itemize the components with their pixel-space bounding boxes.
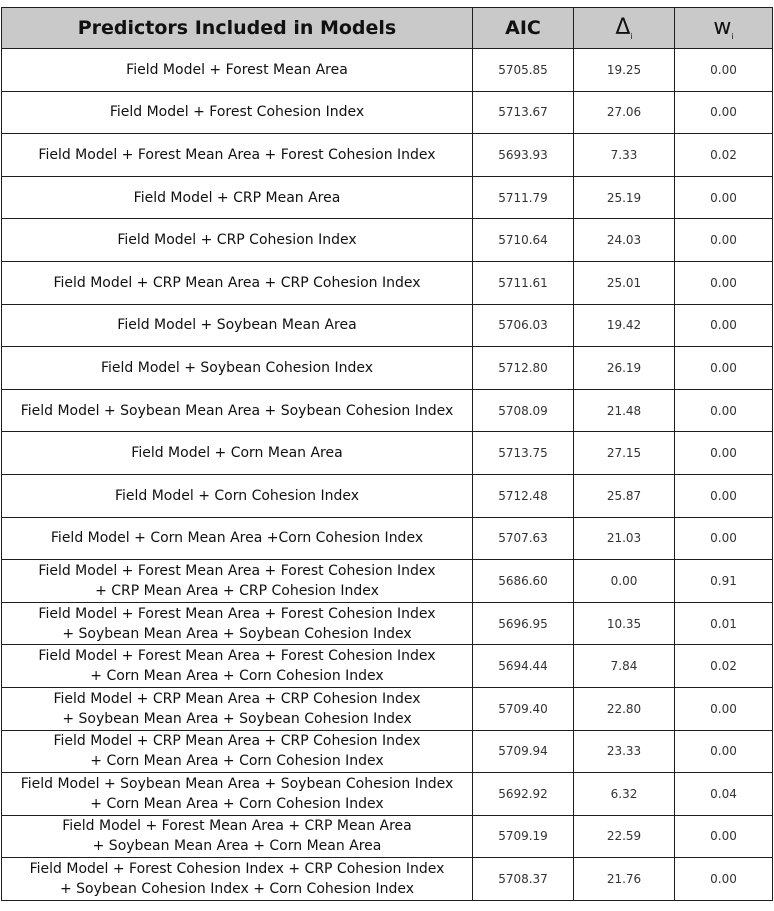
table-row [2,815,773,858]
weight-cell: 0.00 [675,347,773,390]
delta-cell: 7.33 [574,134,675,177]
predictors-line: Field Model + Forest Mean Area + Forest Cohesion Index [38,146,436,163]
table-row [2,730,773,773]
delta-subscript: i [630,32,633,41]
predictors-cell [2,219,473,262]
predictors-line: Field Model + Forest Mean Area + Forest Cohesion Index [38,562,436,579]
aic-cell: 5712.80 [473,347,574,390]
aic-cell: 5712.48 [473,474,574,517]
delta-cell: 10.35 [574,602,675,645]
predictors-line: Field Model + Soybean Mean Area + Soybean Cohesion Index [20,402,454,419]
delta-cell: 27.15 [574,432,675,475]
aic-cell: 5710.64 [473,219,574,262]
delta-cell: 26.19 [574,347,675,390]
weight-cell: 0.00 [675,176,773,219]
table-row [2,858,773,901]
table-row [2,474,773,517]
predictors-line: Field Model + Corn Cohesion Index [114,487,360,504]
predictors-line: Field Model + Soybean Mean Area + Soybean Cohesion Index [20,775,454,792]
weight-cell: 0.02 [675,645,773,688]
table-row [2,517,773,560]
delta-cell: 22.59 [574,815,675,858]
weight-cell: 0.04 [675,773,773,816]
predictors-cell [2,176,473,219]
aic-cell: 5686.60 [473,560,574,603]
aic-cell: 5696.95 [473,602,574,645]
weight-symbol: w [713,15,732,40]
predictors-cell [2,347,473,390]
aic-cell: 5706.03 [473,304,574,347]
delta-cell: 23.33 [574,730,675,773]
weight-cell: 0.91 [675,560,773,603]
aic-cell: 5709.19 [473,815,574,858]
predictors-cell [2,560,473,603]
aic-cell: 5708.09 [473,389,574,432]
aic-cell: 5709.94 [473,730,574,773]
predictors-cell [2,389,473,432]
weight-cell: 0.00 [675,858,773,901]
predictors-line: Field Model + CRP Mean Area + CRP Cohesion Index [53,690,421,707]
header-row [2,8,773,49]
weight-cell: 0.00 [675,687,773,730]
header-delta [574,8,675,49]
weight-cell: 0.00 [675,91,773,134]
table-row [2,219,773,262]
predictors-cell [2,49,473,92]
table-row [2,645,773,688]
weight-cell: 0.00 [675,730,773,773]
delta-cell: 19.25 [574,49,675,92]
aic-cell: 5713.75 [473,432,574,475]
table-row [2,602,773,645]
weight-cell: 0.00 [675,304,773,347]
delta-cell: 22.80 [574,687,675,730]
table-row [2,389,773,432]
table-row [2,134,773,177]
delta-cell: 21.76 [574,858,675,901]
predictors-line: Field Model + Forest Mean Area + Forest Cohesion Index [38,648,436,665]
predictors-cell [2,773,473,816]
predictors-cell [2,687,473,730]
predictors-cell [2,517,473,560]
predictors-line: + CRP Mean Area + CRP Cohesion Index [95,582,379,599]
predictors-line: Field Model + Forest Mean Area + Forest Cohesion Index [38,605,436,622]
predictors-line: Field Model + Soybean Mean Area [117,317,357,334]
predictors-line: + Corn Mean Area + Corn Cohesion Index [90,795,384,812]
predictors-cell [2,91,473,134]
weight-cell: 0.00 [675,261,773,304]
table-row [2,261,773,304]
table-body [2,49,773,901]
predictors-line: + Soybean Mean Area + Soybean Cohesion Index [62,625,412,642]
aic-cell: 5709.40 [473,687,574,730]
delta-cell: 7.84 [574,645,675,688]
delta-cell: 25.01 [574,261,675,304]
delta-cell: 19.42 [574,304,675,347]
predictors-cell [2,304,473,347]
delta-cell: 25.19 [574,176,675,219]
table-row [2,347,773,390]
predictors-line: Field Model + Corn Mean Area [131,445,343,462]
delta-cell: 6.32 [574,773,675,816]
weight-cell: 0.02 [675,134,773,177]
predictors-line: Field Model + Corn Mean Area +Corn Cohesion Index [50,530,424,547]
aic-cell: 5694.44 [473,645,574,688]
table-row [2,49,773,92]
predictors-line: Field Model + Forest Mean Area + CRP Mean Area [62,818,412,835]
weight-cell: 0.00 [675,815,773,858]
predictors-cell [2,474,473,517]
predictors-line: + Corn Mean Area + Corn Cohesion Index [90,668,384,685]
table-row [2,687,773,730]
weight-cell: 0.00 [675,432,773,475]
aic-cell: 5713.67 [473,91,574,134]
model-comparison-table [1,7,773,901]
delta-symbol: Δ [615,15,631,40]
delta-cell: 21.48 [574,389,675,432]
predictors-cell [2,432,473,475]
predictors-cell [2,645,473,688]
predictors-cell [2,134,473,177]
aic-cell: 5708.37 [473,858,574,901]
aic-cell: 5711.61 [473,261,574,304]
weight-subscript: i [731,32,734,41]
table-row [2,91,773,134]
header-aic: AIC [473,8,574,49]
predictors-line: Field Model + Forest Cohesion Index + CRP Cohesion Index [29,861,445,878]
aic-cell: 5692.92 [473,773,574,816]
weight-cell: 0.00 [675,389,773,432]
table-row [2,304,773,347]
predictors-line: Field Model + CRP Mean Area + CRP Cohesion Index [53,274,421,291]
predictors-line: Field Model + CRP Cohesion Index [117,232,357,249]
weight-cell: 0.00 [675,517,773,560]
weight-cell: 0.00 [675,219,773,262]
weight-cell: 0.00 [675,49,773,92]
predictors-line: + Soybean Cohesion Index + Corn Cohesion Index [59,881,414,898]
header-weight [675,8,773,49]
predictors-line: + Corn Mean Area + Corn Cohesion Index [90,753,384,770]
delta-cell: 0.00 [574,560,675,603]
predictors-line: Field Model + CRP Mean Area + CRP Cohesion Index [53,733,421,750]
delta-cell: 25.87 [574,474,675,517]
predictors-line: + Soybean Mean Area + Soybean Cohesion Index [62,710,412,727]
aic-cell: 5705.85 [473,49,574,92]
header-predictors: Predictors Included in Models [2,8,473,49]
predictors-line: Field Model + Forest Cohesion Index [109,104,365,121]
predictors-line: + Soybean Mean Area + Corn Mean Area [92,838,382,855]
delta-cell: 24.03 [574,219,675,262]
table-row [2,773,773,816]
delta-cell: 21.03 [574,517,675,560]
predictors-cell [2,815,473,858]
predictors-line: Field Model + Forest Mean Area [126,61,348,78]
weight-cell: 0.01 [675,602,773,645]
table-row [2,560,773,603]
weight-cell: 0.00 [675,474,773,517]
delta-cell: 27.06 [574,91,675,134]
predictors-cell [2,261,473,304]
table-row [2,176,773,219]
predictors-cell [2,730,473,773]
aic-cell: 5707.63 [473,517,574,560]
table-row [2,432,773,475]
aic-cell: 5693.93 [473,134,574,177]
table-header [2,8,773,49]
predictors-cell [2,858,473,901]
predictors-cell [2,602,473,645]
aic-cell: 5711.79 [473,176,574,219]
predictors-line: Field Model + Soybean Cohesion Index [100,359,373,376]
predictors-line: Field Model + CRP Mean Area [133,189,341,206]
